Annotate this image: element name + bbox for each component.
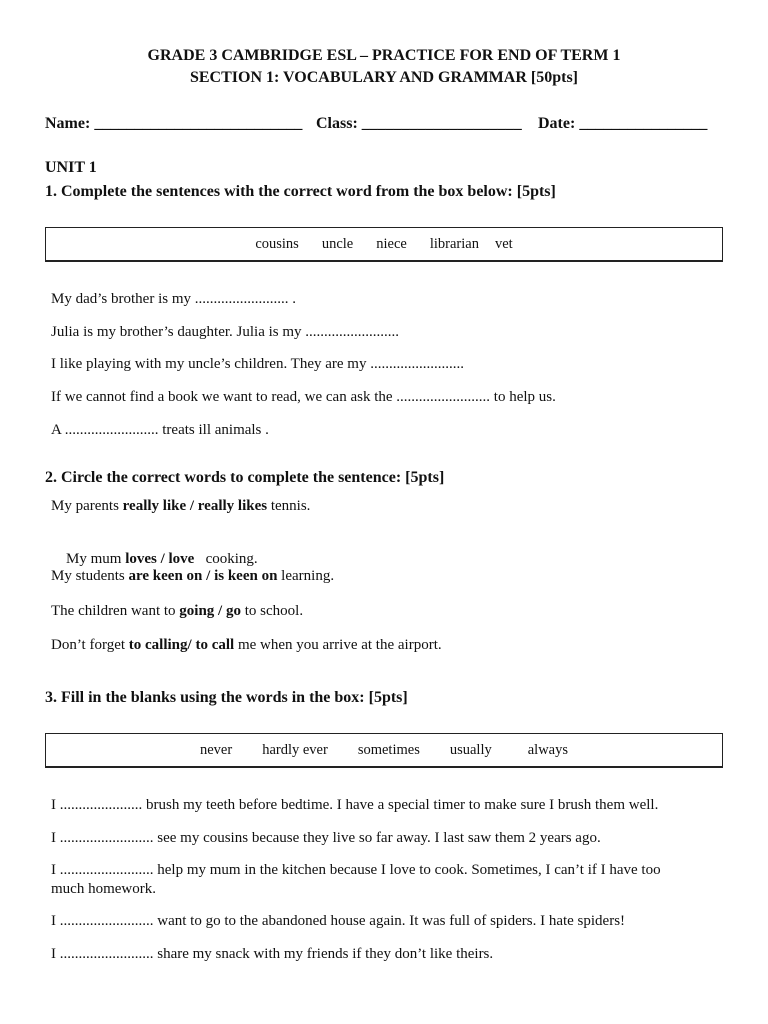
word-box-item: vet [494,235,513,252]
word-box-item: niece [376,235,407,252]
word-box-item: librarian [429,235,479,252]
question-2-heading: 2. Circle the correct words to complete the sentence: [5pts] [45,469,445,486]
answer-choices: loves / love [125,551,195,567]
date-field: Date: ________________ [538,115,708,132]
q3-sentence: I ......................... want to go to the abandoned house again. It was full of spiders. I hate spiders! [51,913,626,929]
name-field: Name: __________________________ [45,115,303,132]
answer-choices: are keen on / is keen on [128,568,278,584]
answer-choices: really like / really likes [122,498,268,514]
word-box-item: never [199,741,233,758]
worksheet-title: GRADE 3 CAMBRIDGE ESL – PRACTICE FOR END OF TERM 1 [147,47,621,64]
q1-sentence: If we cannot find a book we want to read, we can ask the ......................... to help us. [51,389,556,405]
answer-choices: to calling/ to call [128,637,235,653]
q3-sentence: I ...................... brush my teeth before bedtime. I have a special timer to make sure I brush them well. [51,797,659,813]
q2-sentence: The children want to going / go to school. [51,603,304,619]
q2-sentence: Don’t forget to calling/ to call me when you arrive at the airport. [51,637,442,653]
question-1-heading: 1. Complete the sentences with the correct word from the box below: [5pts] [45,183,556,200]
q1-sentence: A ......................... treats ill animals . [51,422,269,438]
q2-sentence: My students are keen on / is keen on learning. [51,568,335,584]
question-3-heading: 3. Fill in the blanks using the words in the box: [5pts] [45,689,408,706]
q1-sentence: Julia is my brother’s daughter. Julia is my ......................... [51,324,400,340]
q3-sentence: I ......................... see my cousins because they live so far away. I last saw them 2 years ago. [51,830,601,846]
q3-sentence-continued: much homework. [51,881,156,897]
class-field: Class: ____________________ [316,115,522,132]
word-box-item: hardly ever [262,741,328,758]
q2-sentence: My mum loves / love cooking. [66,551,258,567]
answer-choices: going / go [179,603,241,619]
word-box-item: sometimes [357,741,420,758]
section-title: SECTION 1: VOCABULARY AND GRAMMAR [50pts] [189,69,578,86]
word-box-item: uncle [321,235,354,252]
word-box-item: always [527,741,568,758]
q2-sentence: My parents really like / really likes tennis. [51,498,311,514]
word-box-item: usually [449,741,492,758]
q3-sentence: I ......................... help my mum in the kitchen because I love to cook. Sometimes, I can’t if I have too [51,862,661,878]
word-box-3 [45,733,723,768]
word-box-item: cousins [255,235,299,252]
word-box-1 [45,227,723,262]
unit-heading: UNIT 1 [45,159,97,176]
q3-sentence: I ......................... share my snack with my friends if they don’t like theirs. [51,946,494,962]
q1-sentence: I like playing with my uncle’s children. They are my ......................... [51,356,464,372]
q1-sentence: My dad’s brother is my ......................... . [51,291,296,307]
